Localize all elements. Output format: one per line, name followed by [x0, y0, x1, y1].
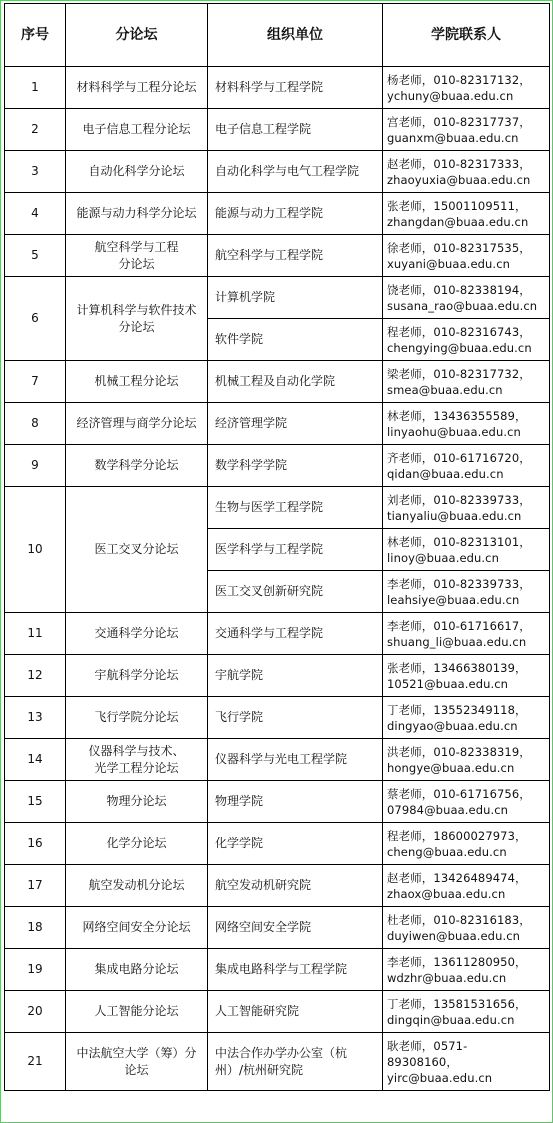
contact-phone: 徐老师，010-82317535，: [387, 240, 531, 255]
contact-email: smea@buaa.edu.cn: [387, 382, 503, 397]
organizing-unit: 生物与医学工程学院: [208, 487, 383, 529]
organizing-unit: 飞行学院: [208, 697, 383, 739]
table-row: [5, 193, 550, 235]
row-number: 12: [5, 655, 66, 697]
forum-name: 材料科学与工程分论坛: [66, 67, 208, 109]
organizing-unit: 网络空间安全学院: [208, 907, 383, 949]
forum-name: 航空科学与工程 分论坛: [66, 235, 208, 277]
header-no: 序号: [5, 4, 66, 67]
row-number: 3: [5, 151, 66, 193]
header-row: [5, 4, 550, 67]
row-number: 2: [5, 109, 66, 151]
contact-email: leahsiye@buaa.edu.cn: [387, 592, 520, 607]
contact-email: shuang_li@buaa.edu.cn: [387, 634, 527, 649]
contact-person: [383, 403, 550, 445]
table-row: [5, 1033, 550, 1091]
contact-phone: 梁老师，010-82317732，: [387, 366, 531, 381]
contact-phone: 程老师，18600027973，: [387, 828, 527, 843]
table-row: [5, 109, 550, 151]
contact-phone: 耿老师，0571-: [387, 1038, 468, 1053]
forum-name: 电子信息工程分论坛: [66, 109, 208, 151]
contact-person: [383, 571, 550, 613]
table-row: [5, 949, 550, 991]
table-row: [5, 487, 550, 529]
row-number: 4: [5, 193, 66, 235]
contact-person: [383, 949, 550, 991]
organizing-unit: 经济管理学院: [208, 403, 383, 445]
contact-email: linyaohu@buaa.edu.cn: [387, 424, 521, 439]
table-row: [5, 655, 550, 697]
header-contact: 学院联系人: [383, 4, 550, 67]
organizing-unit: 宇航学院: [208, 655, 383, 697]
organizing-unit: 物理学院: [208, 781, 383, 823]
forum-name: 人工智能分论坛: [66, 991, 208, 1033]
forum-name: 化学分论坛: [66, 823, 208, 865]
organizing-unit: 交通科学与工程学院: [208, 613, 383, 655]
row-number: 7: [5, 361, 66, 403]
row-number: 10: [5, 487, 66, 613]
contact-email: 10521@buaa.edu.cn: [387, 676, 509, 691]
contact-phone: 丁老师，13581531656，: [387, 996, 527, 1011]
header-forum: 分论坛: [66, 4, 208, 67]
row-number: 11: [5, 613, 66, 655]
forum-name: 仪器科学与技术、 光学工程分论坛: [66, 739, 208, 781]
contact-person: [383, 781, 550, 823]
forum-name: 中法航空大学（筹）分 论坛: [66, 1033, 208, 1091]
organizing-unit: 化学学院: [208, 823, 383, 865]
contact-person: [383, 445, 550, 487]
organizing-unit: 集成电路科学与工程学院: [208, 949, 383, 991]
contact-email: 07984@buaa.edu.cn: [387, 802, 509, 817]
contact-email: zhangdan@buaa.edu.cn: [387, 214, 529, 229]
organizing-unit: 医工交叉创新研究院: [208, 571, 383, 613]
contact-phone: 蔡老师，010-61716756，: [387, 786, 531, 801]
table-row: [5, 445, 550, 487]
forum-name: 计算机科学与软件技术 分论坛: [66, 277, 208, 361]
organizing-unit: 医学科学与工程学院: [208, 529, 383, 571]
organizing-unit: 航空科学与工程学院: [208, 235, 383, 277]
contact-person: [383, 907, 550, 949]
row-number: 5: [5, 235, 66, 277]
table-row: [5, 697, 550, 739]
table-row: [5, 613, 550, 655]
contact-email: yirc@buaa.edu.cn: [387, 1070, 493, 1085]
organizing-unit: 电子信息工程学院: [208, 109, 383, 151]
table-row: [5, 781, 550, 823]
contact-email: tianyaliu@buaa.edu.cn: [387, 508, 522, 523]
organizing-unit: 能源与动力工程学院: [208, 193, 383, 235]
contact-person: [383, 151, 550, 193]
table-row: [5, 235, 550, 277]
contact-person: [383, 739, 550, 781]
contact-person: [383, 865, 550, 907]
organizing-unit: 机械工程及自动化学院: [208, 361, 383, 403]
contact-phone: 李老师，010-61716617，: [387, 618, 531, 633]
contact-email: ychuny@buaa.edu.cn: [387, 88, 514, 103]
contact-email: dingyao@buaa.edu.cn: [387, 718, 518, 733]
table-row: [5, 67, 550, 109]
row-number: 14: [5, 739, 66, 781]
header-org: 组织单位: [208, 4, 383, 67]
row-number: 17: [5, 865, 66, 907]
row-number: 8: [5, 403, 66, 445]
contact-person: [383, 991, 550, 1033]
row-number: 6: [5, 277, 66, 361]
forum-name: 机械工程分论坛: [66, 361, 208, 403]
contact-email: qidan@buaa.edu.cn: [387, 466, 504, 481]
forum-name: 飞行学院分论坛: [66, 697, 208, 739]
contact-phone: 林老师，010-82313101，: [387, 534, 531, 549]
organizing-unit: 计算机学院: [208, 277, 383, 319]
contact-person: [383, 529, 550, 571]
forum-name: 网络空间安全分论坛: [66, 907, 208, 949]
contact-person: [383, 361, 550, 403]
forum-name: 集成电路分论坛: [66, 949, 208, 991]
table-row: [5, 739, 550, 781]
table-row: [5, 907, 550, 949]
forum-name: 医工交叉分论坛: [66, 487, 208, 613]
contact-person: [383, 235, 550, 277]
contact-person: [383, 109, 550, 151]
table-row: [5, 151, 550, 193]
contact-email: duyiwen@buaa.edu.cn: [387, 928, 521, 943]
contact-email: xuyani@buaa.edu.cn: [387, 256, 510, 271]
contact-person: [383, 823, 550, 865]
table-row: [5, 403, 550, 445]
contact-person: [383, 277, 550, 319]
forum-contact-table: [4, 3, 550, 1091]
organizing-unit: 自动化科学与电气工程学院: [208, 151, 383, 193]
forum-name: 自动化科学分论坛: [66, 151, 208, 193]
contact-phone: 程老师，010-82316743，: [387, 324, 531, 339]
contact-email: guanxm@buaa.edu.cn: [387, 130, 519, 145]
contact-phone: 89308160，: [387, 1054, 458, 1069]
contact-person: [383, 1033, 550, 1091]
row-number: 19: [5, 949, 66, 991]
table-row: [5, 865, 550, 907]
contact-person: [383, 697, 550, 739]
contact-phone: 赵老师，010-82317333，: [387, 156, 531, 171]
contact-person: [383, 67, 550, 109]
row-number: 1: [5, 67, 66, 109]
contact-email: chengying@buaa.edu.cn: [387, 340, 532, 355]
contact-phone: 李老师，010-82339733，: [387, 576, 531, 591]
forum-name: 能源与动力科学分论坛: [66, 193, 208, 235]
contact-person: [383, 613, 550, 655]
contact-email: linoy@buaa.edu.cn: [387, 550, 499, 565]
organizing-unit: 航空发动机研究院: [208, 865, 383, 907]
row-number: 9: [5, 445, 66, 487]
row-number: 15: [5, 781, 66, 823]
forum-name: 数学科学分论坛: [66, 445, 208, 487]
contact-phone: 宫老师，010-82317737，: [387, 114, 531, 129]
contact-phone: 李老师，13611280950，: [387, 954, 527, 969]
contact-email: wdzhr@buaa.edu.cn: [387, 970, 507, 985]
table-row: [5, 991, 550, 1033]
forum-name: 宇航科学分论坛: [66, 655, 208, 697]
table-row: [5, 361, 550, 403]
contact-email: zhaox@buaa.edu.cn: [387, 886, 506, 901]
forum-name: 物理分论坛: [66, 781, 208, 823]
contact-phone: 饶老师，010-82338194，: [387, 282, 531, 297]
contact-email: susana_rao@buaa.edu.cn: [387, 298, 538, 313]
row-number: 13: [5, 697, 66, 739]
organizing-unit: 人工智能研究院: [208, 991, 383, 1033]
contact-phone: 林老师，13436355589，: [387, 408, 527, 423]
contact-email: hongye@buaa.edu.cn: [387, 760, 515, 775]
row-number: 16: [5, 823, 66, 865]
contact-email: dingqin@buaa.edu.cn: [387, 1012, 515, 1027]
contact-phone: 杨老师，010-82317132，: [387, 72, 531, 87]
forum-name: 交通科学分论坛: [66, 613, 208, 655]
contact-person: [383, 487, 550, 529]
organizing-unit: 材料科学与工程学院: [208, 67, 383, 109]
contact-phone: 刘老师，010-82339733，: [387, 492, 531, 507]
forum-name: 航空发动机分论坛: [66, 865, 208, 907]
forum-name: 经济管理与商学分论坛: [66, 403, 208, 445]
contact-phone: 杜老师，010-82316183，: [387, 912, 531, 927]
organizing-unit: 仪器科学与光电工程学院: [208, 739, 383, 781]
contact-phone: 赵老师，13426489474，: [387, 870, 527, 885]
contact-phone: 丁老师，13552349118，: [387, 702, 527, 717]
row-number: 21: [5, 1033, 66, 1091]
organizing-unit: 数学科学学院: [208, 445, 383, 487]
contact-email: zhaoyuxia@buaa.edu.cn: [387, 172, 531, 187]
contact-phone: 洪老师，010-82338319，: [387, 744, 531, 759]
contact-email: cheng@buaa.edu.cn: [387, 844, 507, 859]
organizing-unit: 软件学院: [208, 319, 383, 361]
contact-phone: 张老师，15001109511，: [387, 198, 527, 213]
table-row: [5, 277, 550, 319]
contact-phone: 张老师，13466380139，: [387, 660, 527, 675]
contact-person: [383, 319, 550, 361]
organizing-unit: 中法合作办学办公室（杭 州）/杭州研究院: [208, 1033, 383, 1091]
contact-person: [383, 193, 550, 235]
row-number: 18: [5, 907, 66, 949]
contact-person: [383, 655, 550, 697]
table-row: [5, 823, 550, 865]
contact-phone: 齐老师，010-61716720，: [387, 450, 531, 465]
row-number: 20: [5, 991, 66, 1033]
table-body: [5, 67, 550, 1091]
